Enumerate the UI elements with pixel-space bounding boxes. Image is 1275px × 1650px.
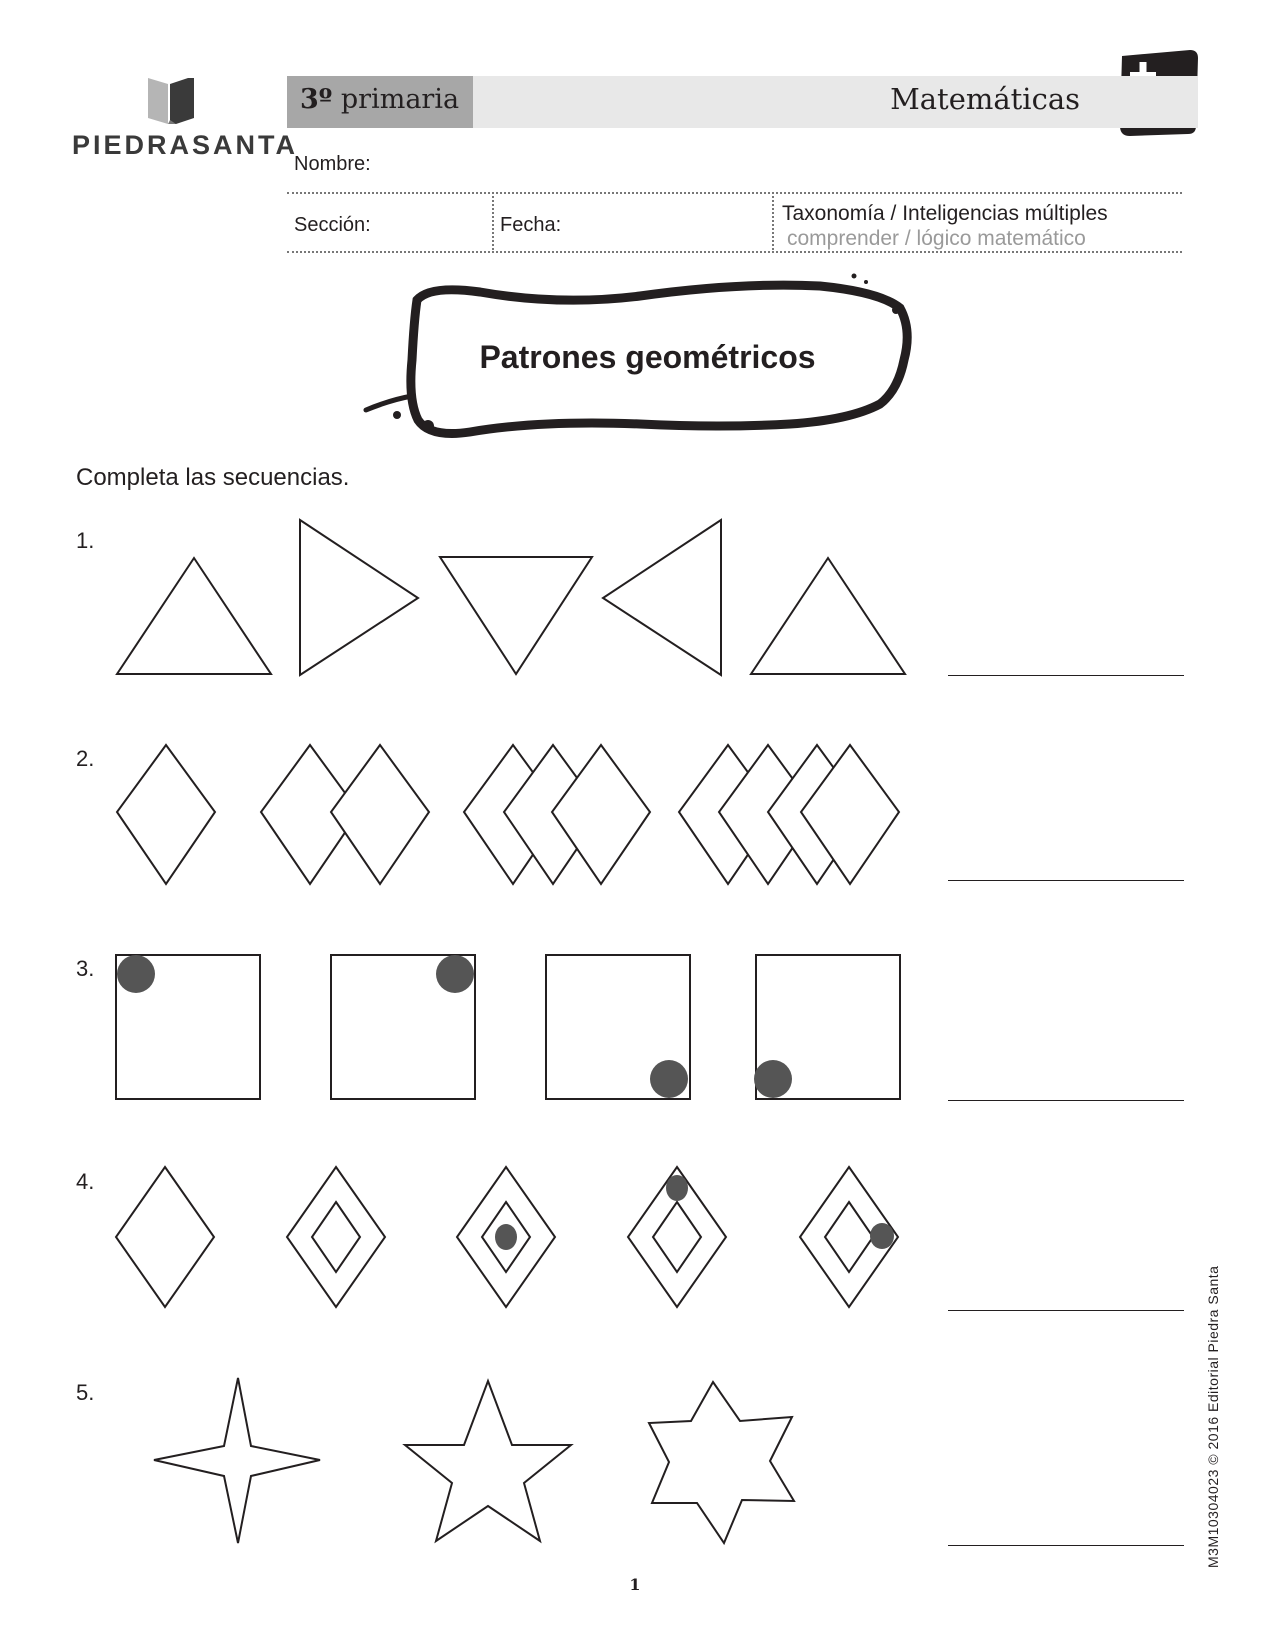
exercise-3-shapes: [116, 955, 900, 1099]
five-point-star-shape: [405, 1381, 571, 1541]
triangle-up-shape: [117, 558, 271, 674]
rhombus-shape: [331, 745, 429, 884]
six-point-star-shape: [649, 1382, 794, 1543]
grade-level: primaria: [340, 84, 460, 115]
rhombus-shape: [287, 1167, 385, 1307]
exercise-2-shapes: [117, 745, 899, 884]
exercise-4-shapes: [116, 1167, 898, 1307]
subject-title: Matemáticas: [890, 82, 1080, 116]
triangle-up-shape: [751, 558, 905, 674]
triangle-down-shape: [440, 557, 592, 674]
exercise-5-shapes: [154, 1378, 794, 1543]
subject-bar: [473, 76, 1198, 128]
name-field-label: Nombre:: [294, 153, 371, 175]
form-divider-vertical: [492, 192, 494, 250]
publisher-logo: PIEDRASANTA: [72, 130, 299, 160]
exercise-3-number: 3.: [76, 956, 95, 981]
answer-line-3[interactable]: [948, 1100, 1184, 1101]
date-field-label: Fecha:: [500, 214, 562, 236]
form-divider: [287, 192, 1182, 194]
exercise-2-number: 2.: [76, 746, 95, 771]
section-field-label: Sección:: [294, 214, 371, 236]
taxonomy-value: comprender / lógico matemático: [787, 227, 1086, 250]
worksheet-title: Patrones geométricos: [479, 339, 816, 375]
answer-line-1[interactable]: [948, 675, 1184, 676]
exercise-1-number: 1.: [76, 528, 95, 553]
dot-shape: [754, 1060, 792, 1098]
instruction-text: Completa las secuencias.: [76, 464, 350, 491]
form-divider-vertical: [772, 192, 774, 250]
copyright-note: M3M10304023 © 2016 Editorial Piedra Santa: [1205, 1265, 1221, 1568]
inner-rhombus-shape: [825, 1202, 873, 1272]
dot-shape: [666, 1175, 688, 1201]
page-number: 1: [629, 1575, 641, 1594]
dot-shape: [495, 1224, 517, 1250]
answer-line-5[interactable]: [948, 1545, 1184, 1546]
rhombus-shape: [116, 1167, 214, 1307]
exercise-5-number: 5.: [76, 1380, 95, 1405]
inner-rhombus-shape: [312, 1202, 360, 1272]
answer-line-2[interactable]: [948, 880, 1184, 881]
four-point-star-shape: [154, 1378, 320, 1543]
exercise-4-number: 4.: [76, 1169, 95, 1194]
book-logo-icon: [148, 78, 194, 124]
grade-label: [300, 84, 459, 115]
grade-number: 3º: [300, 84, 333, 115]
taxonomy-label: Taxonomía / Inteligencias múltiples: [782, 202, 1108, 225]
triangle-left-shape: [603, 520, 721, 675]
dot-shape: [870, 1223, 894, 1249]
dot-shape: [436, 955, 474, 993]
form-divider: [287, 251, 1182, 253]
dot-shape: [650, 1060, 688, 1098]
inner-rhombus-shape: [653, 1202, 701, 1272]
exercise-1-shapes: [117, 520, 905, 675]
triangle-right-shape: [300, 520, 418, 675]
rhombus-shape: [117, 745, 215, 884]
answer-line-4[interactable]: [948, 1310, 1184, 1311]
dot-shape: [117, 955, 155, 993]
